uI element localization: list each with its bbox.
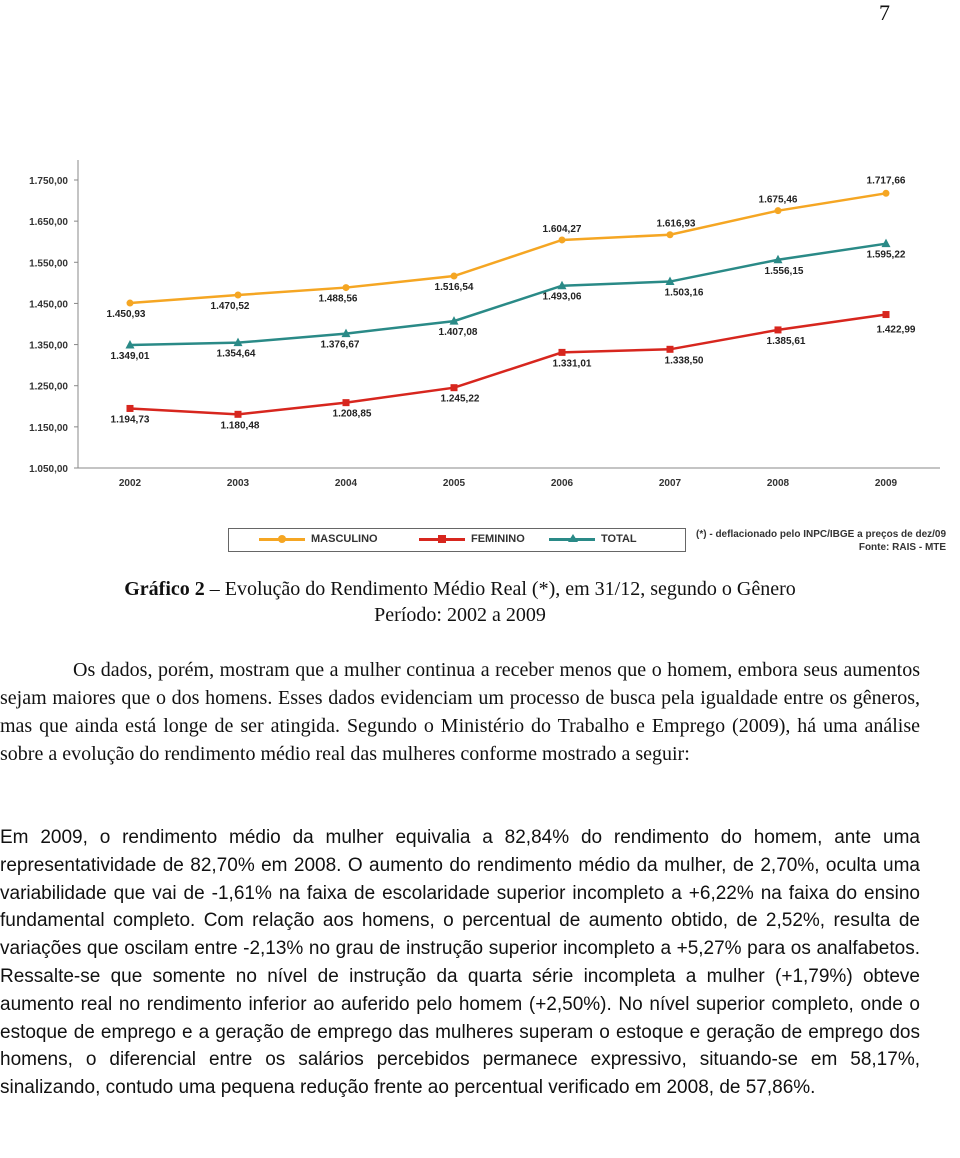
data-label-masculino: 1.470,52: [210, 300, 250, 312]
y-tick-label: 1.250,00: [29, 381, 68, 393]
data-label-feminino: 1.385,61: [766, 335, 806, 347]
point-masculino: [559, 236, 566, 243]
legend-label-masculino: MASCULINO: [311, 533, 378, 545]
point-masculino: [127, 300, 134, 307]
point-feminino: [667, 346, 674, 353]
y-tick-label: 1.650,00: [29, 217, 68, 229]
data-label-masculino: 1.616,93: [656, 218, 696, 230]
caption-line: [0, 576, 920, 602]
point-feminino: [883, 311, 890, 318]
x-tick-label: 2007: [658, 478, 682, 489]
data-label-masculino: 1.516,54: [434, 282, 474, 294]
note-deflator: (*) - deflacionado pelo INPC/IBGE a preços de dez/09: [696, 529, 947, 540]
point-masculino: [235, 291, 242, 298]
data-label-total: 1.349,01: [110, 350, 150, 362]
chart-legend: [228, 528, 686, 552]
x-tick-label: 2008: [766, 478, 790, 489]
data-label-total: 1.503,16: [664, 287, 704, 299]
data-label-feminino: 1.245,22: [440, 393, 480, 405]
y-tick-label: 1.450,00: [29, 299, 68, 311]
x-tick-label: 2004: [334, 478, 358, 489]
point-masculino: [667, 231, 674, 238]
point-feminino: [127, 405, 134, 412]
point-feminino: [235, 411, 242, 418]
data-label-masculino: 1.675,46: [758, 194, 798, 206]
data-label-total: 1.376,67: [320, 339, 360, 351]
point-masculino: [883, 190, 890, 197]
point-feminino: [559, 349, 566, 356]
legend-swatch-feminino: [419, 538, 465, 541]
point-masculino: [343, 284, 350, 291]
y-tick-label: 1.050,00: [29, 464, 68, 475]
data-label-feminino: 1.194,73: [110, 414, 150, 426]
legend-item-masculino: [259, 533, 378, 545]
x-tick-label: 2002: [118, 478, 142, 489]
y-tick-label: 1.750,00: [29, 176, 68, 187]
data-label-feminino: 1.180,48: [220, 420, 260, 432]
data-label-total: 1.354,64: [216, 348, 256, 360]
point-masculino: [451, 273, 458, 280]
legend-item-total: [549, 533, 637, 545]
series-line-feminino: [130, 315, 886, 415]
data-label-total: 1.595,22: [866, 249, 906, 261]
data-label-masculino: 1.450,93: [106, 309, 146, 321]
data-label-feminino: 1.208,85: [332, 408, 372, 420]
figure-caption: [0, 576, 920, 628]
data-label-feminino: 1.331,01: [552, 358, 592, 370]
data-label-masculino: 1.604,27: [542, 223, 582, 235]
point-masculino: [775, 207, 782, 214]
caption-period: Período: 2002 a 2009: [374, 604, 546, 626]
y-tick-label: 1.150,00: [29, 422, 68, 434]
data-label-total: 1.493,06: [542, 291, 582, 303]
paragraph-2: Em 2009, o rendimento médio da mulher equivalia a 82,84% do rendimento do homem, ante uma representatividade de 82,70% em 2008. O aumento do rendimento médio da mulher, de 2,70%, oculta uma variabilidade que vai de -1,61% na faixa de escolaridade superior incompleto a +6,22% na faixa do ensino fundamental completo. Com relação aos homens, o percentual de aumento obtido, de 2,52%, resulta de variações que oscilam entre -2,13% no grau de instrução superior incompleto a +5,27% para os analfabetos. Ressalte-se que somente no nível de instrução da quarta série incompleta a mulher (+1,79%) obteve aumento real no rendimento inferior ao auferido pelo homem (+2,50%). No nível superior completo, onde o estoque de emprego e a geração de emprego das mulheres superam o estoque e geração de emprego dos homens, o diferencial entre os salários percebidos permanece expressivo, situando-se em 58,17%, sinalizando, contudo uma pequena redução frente ao percentual verificado em 2008, de 57,86%.: [0, 827, 920, 1099]
data-label-total: 1.556,15: [764, 265, 804, 277]
series-line-masculino: [130, 193, 886, 303]
data-label-masculino: 1.488,56: [318, 293, 358, 305]
legend-swatch-masculino: [259, 538, 305, 541]
legend-label-total: TOTAL: [601, 533, 637, 545]
note-source: Fonte: RAIS - MTE: [858, 542, 947, 553]
data-label-feminino: 1.338,50: [664, 355, 704, 367]
line-chart: [0, 150, 960, 560]
legend-item-feminino: [419, 533, 525, 545]
legend-swatch-total: [549, 538, 595, 541]
x-tick-label: 2005: [442, 478, 466, 489]
x-tick-label: 2009: [874, 478, 898, 489]
chart-svg: [0, 150, 960, 530]
caption-title: – Evolução do Rendimento Médio Real (*), em 31/12, segundo o Gênero: [204, 578, 796, 600]
x-tick-label: 2003: [226, 478, 250, 489]
x-tick-label: 2006: [550, 478, 574, 489]
point-feminino: [451, 384, 458, 391]
legend-label-feminino: FEMININO: [471, 533, 525, 545]
point-feminino: [775, 326, 782, 333]
data-label-masculino: 1.717,66: [866, 175, 906, 187]
point-feminino: [343, 399, 350, 406]
caption-label: Gráfico 2: [124, 578, 205, 600]
y-tick-label: 1.550,00: [29, 258, 68, 270]
data-label-feminino: 1.422,99: [876, 324, 916, 336]
data-label-total: 1.407,08: [438, 327, 478, 339]
y-tick-label: 1.350,00: [29, 340, 68, 352]
chart-note: [696, 528, 946, 554]
page-number: 7: [879, 0, 890, 25]
paragraph-1: Os dados, porém, mostram que a mulher continua a receber menos que o homem, embora seus aumentos sejam maiores que o dos homens. Esses dados evidenciam um processo de busca pela igualdade entre os gêneros, mas que ainda está longe de ser atingida. Segundo o Ministério do Trabalho e Emprego (2009), há uma análise sobre a evolução do rendimento médio real das mulheres conforme mostrado a seguir:: [0, 659, 920, 765]
